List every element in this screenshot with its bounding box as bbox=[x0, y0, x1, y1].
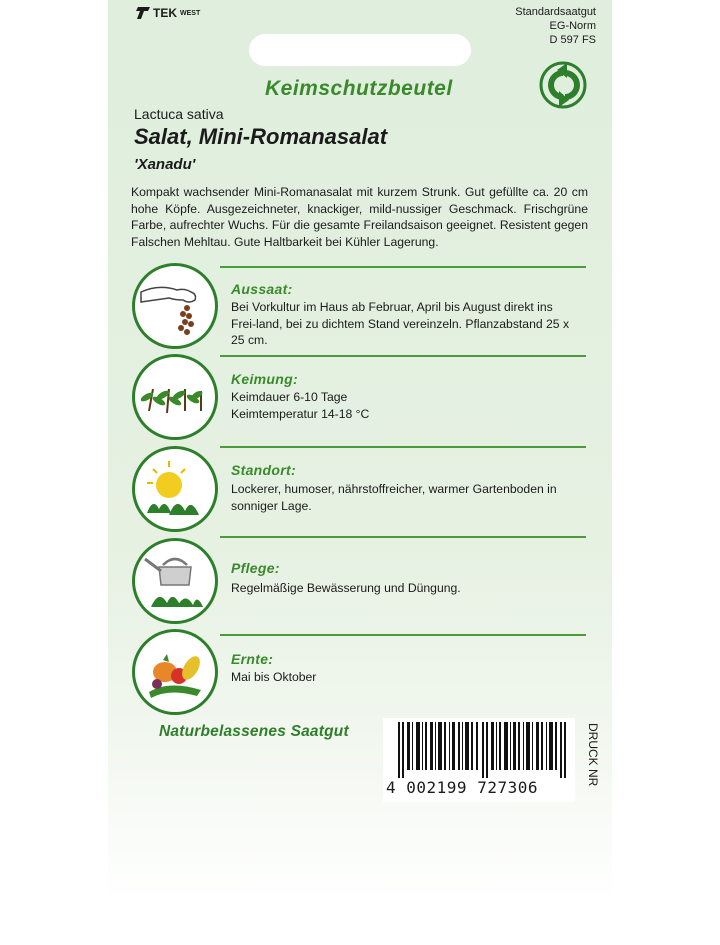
product-name: Salat, Mini-Romanasalat bbox=[134, 124, 388, 149]
brand-logo-sub: WEST bbox=[180, 9, 201, 17]
watering-can-icon bbox=[132, 538, 218, 624]
section-text-standort: Lockerer, humoser, nährstoffreicher, warmer Gartenboden in sonniger Lage. bbox=[231, 482, 557, 513]
barcode-number: 4 002199 727306 bbox=[386, 778, 538, 797]
green-dot-recycle-icon bbox=[539, 61, 587, 109]
divider bbox=[220, 355, 586, 357]
brand-logo-text: TEK bbox=[153, 6, 177, 20]
vegetables-harvest-icon bbox=[132, 629, 218, 715]
norm-line-2: EG-Norm bbox=[549, 20, 596, 32]
section-title-standort: Standort: bbox=[231, 462, 296, 478]
section-title-ernte: Ernte: bbox=[231, 651, 274, 667]
section-text-ernte: Mai bis Oktober bbox=[231, 670, 317, 684]
product-description: Kompakt wachsender Mini-Romanasalat mit kurzem Strunk. Gut gefüllte ca. 20 cm hohe Köpfe. Ausgezeichneter, knackiger, mild-nussiger Geschmack. Frischgrüne Farbe, aufrechter Wuchs. Für die gesamte Freilandsaison geeignet. Resistent gegen Falschen Mehltau. Gute Haltbarkeit bei Kühler Lagerung. bbox=[131, 185, 588, 249]
divider bbox=[220, 536, 586, 538]
footer-slogan: Naturbelassenes Saatgut bbox=[159, 723, 349, 740]
section-text-pflege: Regelmäßige Bewässerung und Düngung. bbox=[231, 581, 461, 595]
seedlings-icon bbox=[132, 354, 218, 440]
banner-title: Keimschutzbeutel bbox=[265, 77, 453, 100]
keimung-line-1: Keimdauer 6-10 Tage bbox=[231, 390, 348, 404]
hand-sowing-seeds-icon bbox=[132, 263, 218, 349]
print-number-label: DRUCK NR bbox=[586, 723, 600, 787]
barcode-icon bbox=[398, 722, 570, 778]
section-text-aussaat: Bei Vorkultur im Haus ab Februar, April bis August direkt ins Frei-land, bei zu dichtem Stand vereinzeln. Pflanzabstand 25 x 25 cm. bbox=[231, 300, 570, 347]
divider bbox=[220, 446, 586, 448]
section-title-pflege: Pflege: bbox=[231, 560, 280, 576]
divider bbox=[220, 266, 586, 268]
keimung-line-2: Keimtemperatur 14-18 °C bbox=[231, 406, 370, 421]
latin-name: Lactuca sativa bbox=[134, 106, 224, 122]
section-text-keimung bbox=[231, 389, 581, 422]
seed-standard-info bbox=[515, 5, 596, 47]
section-title-aussaat: Aussaat: bbox=[231, 281, 293, 297]
sun-and-plants-icon bbox=[132, 446, 218, 532]
norm-line-1: Standardsaatgut bbox=[515, 6, 596, 18]
variety-name: 'Xanadu' bbox=[134, 156, 196, 173]
label-window bbox=[249, 34, 471, 66]
brand-logo bbox=[136, 6, 200, 20]
norm-line-3: D 597 FS bbox=[549, 34, 596, 46]
section-title-keimung: Keimung: bbox=[231, 371, 298, 387]
divider bbox=[220, 634, 586, 636]
brand-logo-icon bbox=[136, 7, 150, 19]
